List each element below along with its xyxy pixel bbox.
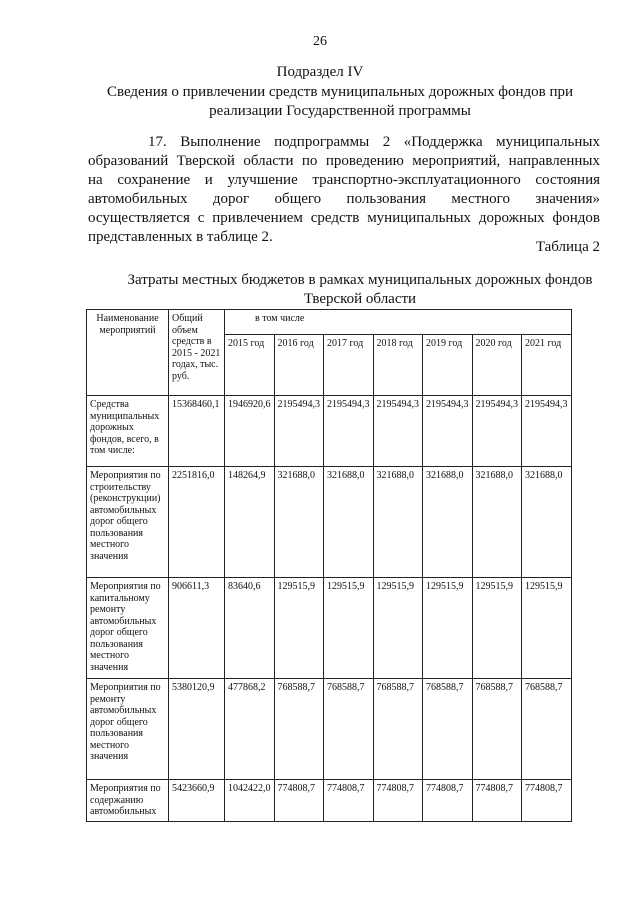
row-value: 1946920,6 <box>225 396 275 467</box>
row-value: 477868,2 <box>225 679 275 780</box>
paragraph-line: образований Тверской области по проведению мероприятий, направленных <box>88 153 600 169</box>
header-total: Общий объем средств в 2015 - 2021 годах, тыс. руб. <box>169 310 225 396</box>
paragraph-line: 17. Выполнение подпрограммы 2 «Поддержка муниципальных <box>148 134 600 150</box>
table-row <box>87 467 572 578</box>
row-value: 129515,9 <box>522 578 572 679</box>
header-year: 2017 год <box>324 335 374 396</box>
row-value: 1042422,0 <box>225 780 275 822</box>
section-heading <box>70 83 610 121</box>
row-value: 774808,7 <box>423 780 473 822</box>
row-value: 768588,7 <box>522 679 572 780</box>
row-value: 774808,7 <box>472 780 522 822</box>
row-total: 5380120,9 <box>169 679 225 780</box>
row-value: 2195494,3 <box>522 396 572 467</box>
header-name: Наименование мероприятий <box>87 310 169 396</box>
row-total: 5423660,9 <box>169 780 225 822</box>
row-value: 768588,7 <box>472 679 522 780</box>
row-name: Средства муниципальных дорожных фондов, всего, в том числе: <box>87 396 169 467</box>
header-including: в том числе <box>225 310 572 335</box>
row-value: 2195494,3 <box>274 396 324 467</box>
table-row <box>87 578 572 679</box>
row-name: Мероприятия по ремонту автомобильных дорог общего пользования местного значения <box>87 679 169 780</box>
subsection-title: Подраздел IV <box>276 64 364 80</box>
row-value: 768588,7 <box>274 679 324 780</box>
paragraph-line: представленных в таблице 2. <box>88 229 273 245</box>
header-year: 2021 год <box>522 335 572 396</box>
row-value: 129515,9 <box>324 578 374 679</box>
row-value: 83640,6 <box>225 578 275 679</box>
row-name: Мероприятия по строительству (реконструкции) автомобильных дорог общего пользования местного значения <box>87 467 169 578</box>
row-value: 774808,7 <box>373 780 423 822</box>
row-value: 2195494,3 <box>472 396 522 467</box>
row-value: 129515,9 <box>373 578 423 679</box>
table-row <box>87 396 572 467</box>
row-value: 148264,9 <box>225 467 275 578</box>
row-value: 321688,0 <box>423 467 473 578</box>
header-year: 2016 год <box>274 335 324 396</box>
budget-table <box>86 309 572 822</box>
row-value: 321688,0 <box>472 467 522 578</box>
row-value: 321688,0 <box>274 467 324 578</box>
row-value: 774808,7 <box>324 780 374 822</box>
row-value: 321688,0 <box>373 467 423 578</box>
table-title-line: Затраты местных бюджетов в рамках муниципальных дорожных фондов <box>127 272 593 288</box>
row-value: 774808,7 <box>274 780 324 822</box>
page-number: 26 <box>313 34 327 49</box>
row-value: 321688,0 <box>522 467 572 578</box>
row-value: 768588,7 <box>423 679 473 780</box>
header-year: 2018 год <box>373 335 423 396</box>
row-value: 129515,9 <box>472 578 522 679</box>
row-value: 129515,9 <box>274 578 324 679</box>
header-year: 2020 год <box>472 335 522 396</box>
row-total: 15368460,1 <box>169 396 225 467</box>
table-title-line: Тверской области <box>303 291 417 307</box>
row-name: Мероприятия по капитальному ремонту автомобильных дорог общего пользования местного значения <box>87 578 169 679</box>
table-row <box>87 780 572 822</box>
row-value: 2195494,3 <box>324 396 374 467</box>
paragraph-line: автомобильных дорог общего пользования местного значения» <box>88 191 600 207</box>
heading-line: реализации Государственной программы <box>209 103 471 119</box>
row-name: Мероприятия по содержанию автомобильных <box>87 780 169 822</box>
row-value: 2195494,3 <box>423 396 473 467</box>
row-value: 774808,7 <box>522 780 572 822</box>
heading-line: Сведения о привлечении средств муниципальных дорожных фондов при <box>106 84 574 100</box>
table-title <box>110 271 610 309</box>
row-value: 129515,9 <box>423 578 473 679</box>
row-total: 2251816,0 <box>169 467 225 578</box>
row-value: 2195494,3 <box>373 396 423 467</box>
table-row <box>87 679 572 780</box>
paragraph-line: на сохранение и улучшение транспортно-эксплуатационного состояния <box>88 172 600 188</box>
row-total: 906611,3 <box>169 578 225 679</box>
paragraph-17 <box>88 133 600 247</box>
row-value: 321688,0 <box>324 467 374 578</box>
row-value: 768588,7 <box>373 679 423 780</box>
table-label: Таблица 2 <box>535 239 600 255</box>
header-year: 2015 год <box>225 335 275 396</box>
header-year: 2019 год <box>423 335 473 396</box>
paragraph-line: осуществляется с привлечением средств муниципальных дорожных фондов <box>88 210 600 226</box>
row-value: 768588,7 <box>324 679 374 780</box>
